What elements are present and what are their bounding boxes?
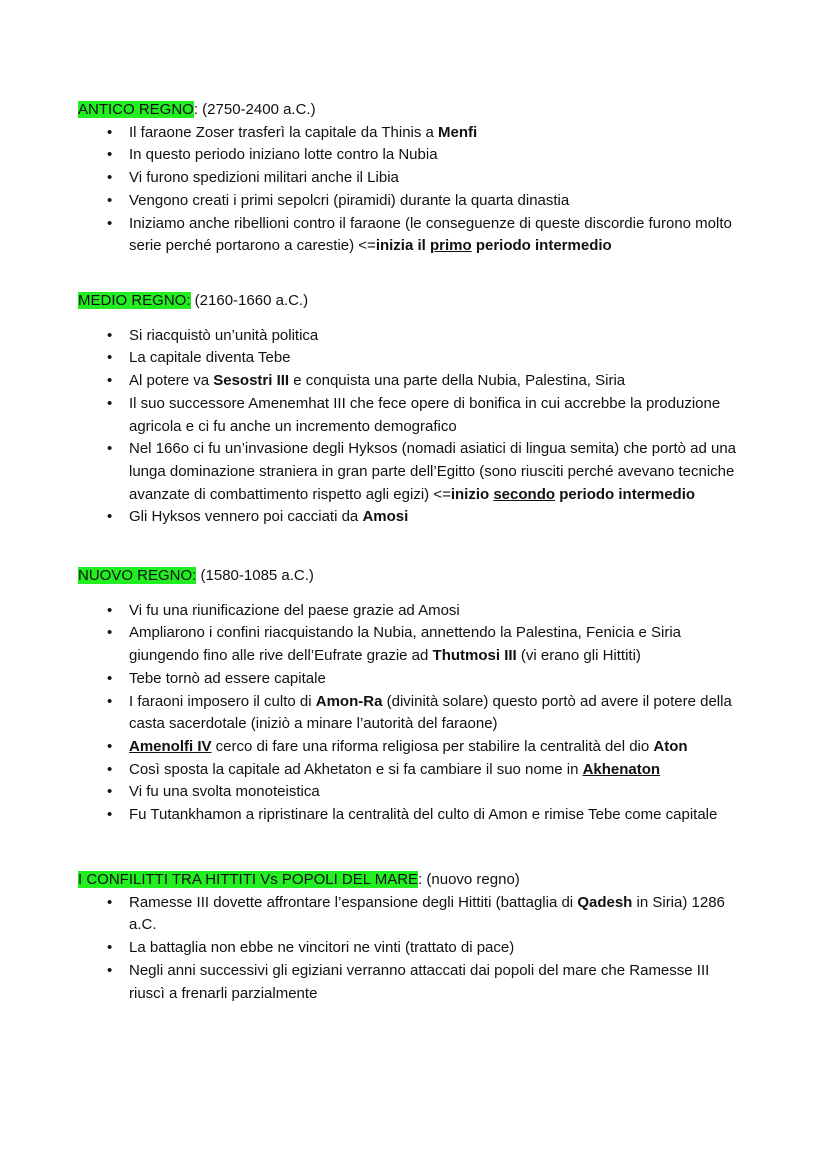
bold-text: Qadesh [577,893,633,911]
list-item [107,190,749,213]
list-item [107,759,749,782]
list-item [107,438,749,506]
list-item [107,937,749,960]
bullet-icon: • [107,783,113,801]
bullet-icon: • [107,214,113,232]
list-item [107,213,749,258]
item-text: Vi furono spedizioni militari anche il Libia [129,169,399,187]
bold-text: Sesostri III [213,372,290,390]
list-item [107,691,749,736]
item-text: Iniziamo anche ribellioni contro il faraone (le conseguenze di queste discordie furono molto serie perché portarono a carestie) <= [129,214,732,255]
bold-text: Aton [653,737,688,755]
bullet-icon: • [107,939,113,957]
bold-text: inizia il [375,237,430,255]
section-heading [78,290,758,313]
item-text: Fu Tutankhamon a ripristinare la centralità del culto di Amon e rimise Tebe come capitale [129,806,718,824]
bullet-list [78,325,749,529]
bullet-icon: • [107,669,113,687]
section-medio-regno [78,290,758,529]
bullet-icon: • [107,326,113,344]
item-text: (vi erano gli Hittiti) [516,647,641,665]
section-nuovo-regno [78,565,758,827]
bullet-icon: • [107,601,113,619]
list-item [107,804,749,827]
item-text: Così sposta la capitale ad Akhetaton e si fa cambiare il suo nome in [129,760,583,778]
bullet-icon: • [107,806,113,824]
list-item [107,347,749,370]
bullet-icon: • [107,394,113,412]
bold-text [129,738,212,755]
item-text: Vengono creati i primi sepolcri (piramidi) durante la quarta dinastia [129,191,570,209]
item-text: in Siria) 1286 a.C. [129,893,725,934]
item-text: Ramesse III dovette affrontare l’espansione degli Hittiti (battaglia di [129,893,578,911]
bold-text: Amosi [362,508,409,526]
item-text: In questo periodo iniziano lotte contro la Nubia [129,146,438,164]
section-conflitti [78,869,758,1005]
list-item [107,781,749,804]
bold-text: Menfi [438,123,478,141]
item-text: La battaglia non ebbe ne vincitori ne vinti (trattato di pace) [129,939,515,957]
item-text: e conquista una parte della Nubia, Palestina, Siria [289,372,626,390]
bullet-list [78,892,749,1006]
list-item [107,668,749,691]
list-item [107,892,749,937]
item-text: Vi fu una svolta monoteistica [129,783,320,801]
item-text: Vi fu una riunificazione del paese grazie ad Amosi [129,601,460,619]
bullet-icon: • [107,508,113,526]
bold-text [583,761,661,778]
item-text: Il faraone Zoser trasferì la capitale da Thinis a [129,123,439,141]
highlighted-title: MEDIO REGNO: [78,292,191,309]
bold-text: Thutmosi III [432,647,517,665]
bullet-list [78,600,749,827]
bullet-icon: • [107,760,113,778]
item-text: (divinità solare) questo portò ad avere il potere della casta sacerdotale (iniziò a minare l’autorità del faraone) [129,692,732,733]
bullet-icon: • [107,146,113,164]
item-text: I faraoni imposero il culto di [129,692,316,710]
underlined-text: Akhenaton [582,760,661,778]
title-dates: (1580-1085 a.C.) [196,567,314,584]
list-item [107,393,749,438]
bullet-icon: • [107,372,113,390]
bold-text [493,486,555,503]
title-dates: : (nuovo regno) [418,871,520,888]
item-text: Negli anni successivi gli egiziani verranno attaccati dai popoli del mare che Ramesse III riuscì a frenarli parzialmente [129,961,710,1002]
list-item [107,622,749,667]
bold-text: periodo intermedio [471,237,612,255]
item-text: Gli Hyksos vennero poi cacciati da [129,508,363,526]
item-text: Ampliarono i confini riacquistando la Nubia, annettendo la Palestina, Fenicia e Siria giungendo fino alle rive dell’Eufrate grazie ad [129,624,681,665]
item-text: Il suo successore Amenemhat III che fece opere di bonifica in cui accrebbe la produzione agricola e ci fu anche un incremento demografico [129,394,721,435]
list-item [107,167,749,190]
item-text: Si riacquistò un’unità politica [129,326,319,344]
underlined-text: secondo [493,485,556,503]
list-item [107,325,749,348]
bullet-icon: • [107,692,113,710]
section-heading [78,565,758,588]
list-item [107,736,749,759]
bullet-icon: • [107,440,113,458]
underlined-text: primo [430,237,472,255]
underlined-text: Amenolfi IV [129,737,212,755]
bullet-icon: • [107,191,113,209]
item-text: Nel 166o ci fu un’invasione degli Hyksos (nomadi asiatici di lingua semita) che portò ad una lunga dominazione straniera in gran parte dell’Egitto (sono riusciti perché avevano tecniche avanzate di combattimento rispetto agli egizi) <= [129,440,737,503]
list-item [107,506,749,529]
title-dates: (2160-1660 a.C.) [190,292,309,309]
section-heading [78,869,758,892]
list-item [107,600,749,623]
bold-text: inizio [450,485,494,503]
bullet-icon: • [107,737,113,755]
list-item [107,144,749,167]
item-text: Tebe tornò ad essere capitale [129,669,326,687]
bullet-icon: • [107,349,113,367]
list-item [107,122,749,145]
item-text: cerco di fare una riforma religiosa per stabilire la centralità del dio [211,737,654,755]
section-heading [78,99,758,122]
highlighted-title: ANTICO REGNO [78,101,194,118]
bullet-icon: • [107,961,113,979]
bullet-icon: • [107,893,113,911]
list-item [107,370,749,393]
list-item [107,960,749,1005]
bullet-icon: • [107,123,113,141]
highlighted-title: I CONFILITTI TRA HITTITI Vs POPOLI DEL MARE [78,871,419,888]
item-text: La capitale diventa Tebe [129,349,291,367]
section-antico-regno [78,99,758,258]
bullet-list [78,122,749,258]
bullet-icon: • [107,169,113,187]
bold-text [430,237,472,254]
highlighted-title: NUOVO REGNO: [78,567,197,584]
bold-text: periodo intermedio [555,485,696,503]
bold-text: Amon-Ra [315,692,383,710]
item-text: Al potere va [129,372,214,390]
bullet-icon: • [107,624,113,642]
title-dates: : (2750-2400 a.C.) [193,101,316,118]
